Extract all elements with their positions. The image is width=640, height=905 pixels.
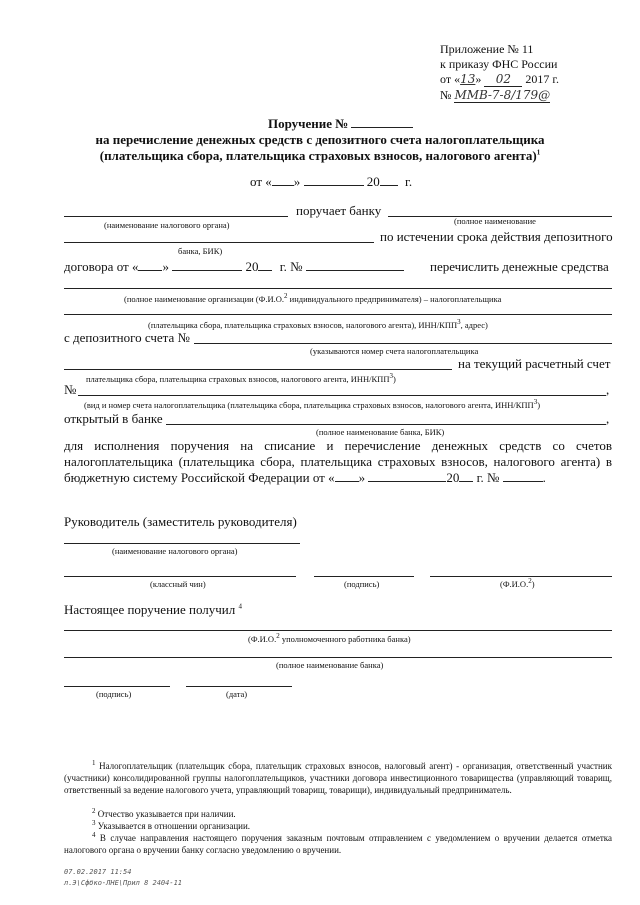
caption-bank-employee: (Ф.И.О.$^2$ уполномоченного работника банка) [248,632,411,644]
print-stamp-line-1: 07.02.2017 11:54 [64,868,132,876]
caption-signature-2: (подпись) [96,689,132,699]
caption-payer: (плательщика сбора, плательщика страховых взносов, налогового агента), ИНН/КПП$^3$, адрес) [148,318,488,330]
order-date-line: от « » 20 г. [250,174,413,189]
order-title: Поручение № [268,116,413,132]
title-line-2: на перечисление денежных средств с депозитного счета налогоплательщика [95,132,545,147]
caption-org-full: (полное наименование организации (Ф.И.О.$^2$ индивидуального предпринимателя) – налогоплательщика [124,292,502,304]
caption-signature: (подпись) [344,579,380,589]
appendix-label: Приложение № 11 [440,42,534,56]
order-date: от «13» 02 2017 г. [440,72,559,86]
head-label: Руководитель (заместитель руководителя) [64,514,297,529]
footnote-2: $^2$ Отчество указывается при наличии. [92,807,236,819]
caption-tax-organ-2: (наименование налогового органа) [112,546,238,556]
caption-full-bank: (полное наименование банка, БИК) [316,427,445,437]
footnote-3: $^3$ Указывается в отношении организации. [92,819,251,831]
title-line-3: (плательщика сбора, плательщика страховых взносов, налогового агента)$^1$ [99,148,541,163]
handwritten-day: 13 [460,72,476,86]
handwritten-number: ММВ-7-8/179@ [454,88,551,102]
expiry-label: по истечении срока действия депозитного [380,229,613,244]
caption-class-rank: (классный чин) [150,579,206,589]
caption-bank-full: (полное наименование банка) [276,660,384,670]
handwritten-month: 02 [484,72,522,87]
transfer-funds-label: перечислить денежные средства [430,259,609,274]
execution-paragraph: для исполнения поручения на списание и перечисление денежных средств со счетов налогоплательщика (плательщика сбора, плательщика страховых взносов, налогового агента) в бюджетную систему Российской Федерации от « » 20 г. № . [64,438,612,485]
caption-fio: (Ф.И.О.$^2$) [500,577,535,589]
caption-bank-bik: банка, БИК) [178,246,223,256]
caption-account: (вид и номер счета налогоплательщика (плательщика сбора, плательщика страховых взносов, налогового агента, ИНН/КПП$^3$) [84,398,541,410]
contract-line: договора от « » 20 г. № [64,259,404,275]
order-number: № ММВ-7-8/179@ [440,88,551,102]
footnote-1: $^1$ Налогоплательщик (плательщик сбора, плательщик страховых взносов, налоговый агент) - организация, ответственный участник (участники) консолидированной группы налогоплательщиков, участники договора инвестиционного товарищества (управляющий товарищ, ответственный за ведение налогового учета, управляющий товарищ, товарищи), индивидуальный предприниматель. [64,759,612,795]
print-stamp-line-2: л.Э\Сфбко-ЛНЕ\Прил 8 2404-11 [64,879,183,887]
caption-payer-2: плательщика сбора, плательщика страховых взносов, налогового агента, ИНН/КПП$^3$) [86,372,396,384]
comma-2: , [606,411,610,426]
current-account-label: на текущий расчетный счет [458,356,611,371]
caption-tax-organ: (наименование налогового органа) [104,220,230,230]
received-label: Настоящее поручение получил $^4$ [64,602,243,617]
number-sign: № [64,382,77,397]
instructs-bank-label: поручает банку [296,203,382,218]
opened-in-bank-label: открытый в банке [64,411,163,426]
caption-full-name: (полное наименование [454,216,536,226]
comma-1: , [606,382,610,397]
caption-date: (дата) [226,689,248,699]
order-label: к приказу ФНС России [440,57,558,71]
deposit-account-label: с депозитного счета № [64,330,190,345]
caption-deposit-number: (указываются номер счета налогоплательщика [310,346,479,356]
footnote-4: $^4$ В случае направления настоящего поручения заказным почтовым отправлением с уведомлением о вручении делается отметка налогового органа о вручении банку согласно уведомлению о вручении. [64,831,612,855]
